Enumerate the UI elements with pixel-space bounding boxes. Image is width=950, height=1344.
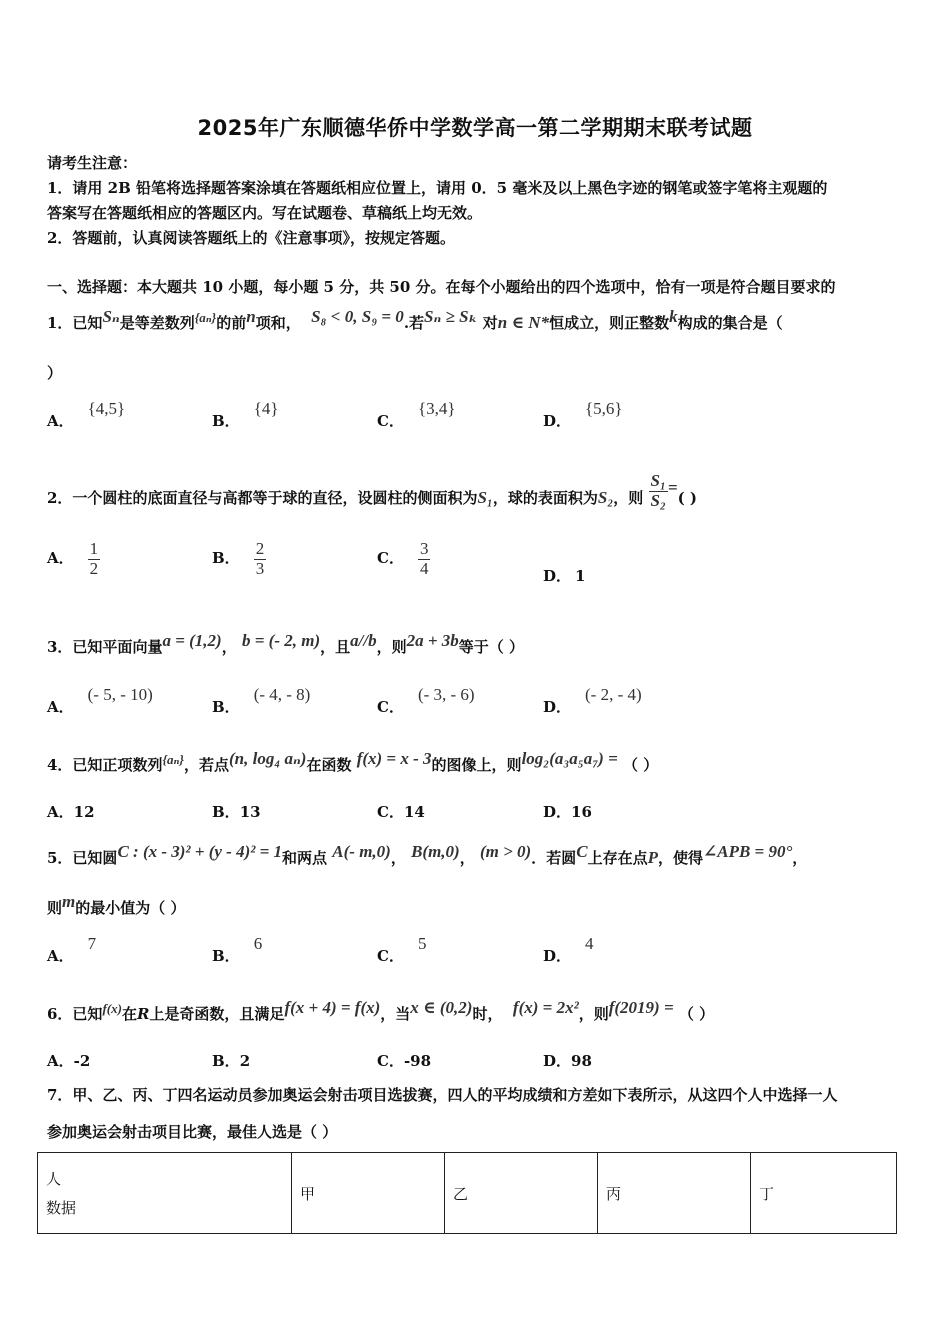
question-4: 4．已知正项数列{aₙ}，若点(n, log₄ aₙ)在函数 f(x) = x - 3的图像上，则log₂(a₃a₅a₇) = （ ）: [47, 749, 659, 774]
notice-heading: 请考生注意：: [47, 154, 138, 172]
question-5: 5．已知圆C : (x - 3)² + (y - 4)² = 1和两点 A(- m,0)， B(m,0)， (m > 0)．若圆C上存在点P，使得∠APB = 90°，: [47, 842, 808, 867]
q3-option-d[interactable]: D．(- 2, - 4): [543, 685, 642, 716]
athlete-data-table: [37, 1152, 897, 1234]
q6-option-d[interactable]: D．98: [543, 1052, 592, 1070]
section-heading: 一、选择题：本大题共 10 小题，每小题 5 分，共 50 分。在每个小题给出的四个选项中，恰有一项是符合题目要求的: [47, 278, 836, 296]
q1-option-c[interactable]: C．{3,4}: [377, 399, 456, 430]
notice-item-2: 2．答题前，认真阅读答题纸上的《注意事项》，按规定答题。: [47, 229, 455, 247]
q6-option-c[interactable]: C．-98: [377, 1052, 432, 1070]
q4-option-a[interactable]: A．12: [47, 803, 95, 821]
q6-option-a[interactable]: A．-2: [47, 1052, 91, 1070]
q5-option-d[interactable]: D．4: [543, 934, 594, 965]
q2-option-c[interactable]: C． $\frac{3}{4}$: [377, 539, 429, 578]
q4-option-b[interactable]: B．13: [212, 803, 261, 821]
q5-option-b[interactable]: B．6: [212, 934, 263, 965]
q5-option-a[interactable]: A．7: [47, 934, 97, 965]
q6-option-b[interactable]: B．2: [212, 1052, 251, 1070]
q3-option-b[interactable]: B．(- 4, - 8): [212, 685, 311, 716]
table-header-bing: 丙: [598, 1153, 751, 1234]
q2-option-b[interactable]: B． $\frac{2}{3}$: [212, 539, 265, 578]
q1-option-b[interactable]: B．{4}: [212, 399, 279, 430]
notice-item-1b: 答案写在答题纸相应的答题区内。写在试题卷、草稿纸上均无效。: [47, 204, 483, 222]
question-3: 3．已知平面向量a = (1,2)， b = (- 2, m)，且a//b，则2a + 3b等于（ ）: [47, 631, 525, 656]
q4-option-c[interactable]: C．14: [377, 803, 425, 821]
q2-ratio-fraction: $\frac{\text{S₁}}{\text{S₂}}$: [650, 471, 666, 510]
question-2: 2．一个圆柱的底面直径与高都等于球的直径，设圆柱的侧面积为S₁，球的表面积为S₂，则 $\frac{\text{S₁}}{\text{S₂}}$ =( ): [47, 471, 697, 510]
table-header-yi: 乙: [445, 1153, 598, 1234]
table-row: [38, 1153, 897, 1234]
question-1-tail: ）: [47, 364, 63, 382]
table-header-jia: 甲: [292, 1153, 445, 1234]
question-6: 6．已知f(x)在R上是奇函数，且满足f(x + 4) = f(x)，当x ∈ (0,2)时， f(x) = 2x²，则f(2019) = （ ）: [47, 998, 715, 1023]
exam-title: 2025年广东顺德华侨中学数学高一第二学期期末联考试题: [197, 116, 753, 140]
question-7-line1: 7．甲、乙、丙、丁四名运动员参加奥运会射击项目选拔赛，四人的平均成绩和方差如下表所示，从这四个人中选择一人: [47, 1086, 838, 1104]
table-corner-cell: 人 数据: [38, 1153, 292, 1234]
question-5-line2: 则m的最小值为（ ）: [47, 892, 186, 917]
q2-option-d[interactable]: D． 1: [543, 567, 586, 585]
notice-item-1a: 1．请用 2B 铅笔将选择题答案涂填在答题纸相应位置上，请用 0．5 毫米及以上黑色字迹的钢笔或签字笔将主观题的: [47, 179, 828, 197]
question-7-line2: 参加奥运会射击项目比赛，最佳人选是（ ）: [47, 1123, 338, 1141]
q2-option-a[interactable]: A． $\frac{1}{2}$: [47, 539, 99, 578]
q5-option-c[interactable]: C．5: [377, 934, 427, 965]
q1-option-d[interactable]: D．{5,6}: [543, 399, 623, 430]
q3-option-c[interactable]: C．(- 3, - 6): [377, 685, 475, 716]
q4-option-d[interactable]: D．16: [543, 803, 592, 821]
table-header-ding: 丁: [751, 1153, 897, 1234]
question-1: 1．已知Sₙ是等差数列{aₙ}的前n项和， S₈ < 0, S₉ = 0.若Sₙ ≥ Sₖ 对n ∈ N*恒成立，则正整数k构成的集合是（: [47, 307, 783, 332]
q1-option-a[interactable]: A．{4,5}: [47, 399, 126, 430]
q3-option-a[interactable]: A．(- 5, - 10): [47, 685, 153, 716]
